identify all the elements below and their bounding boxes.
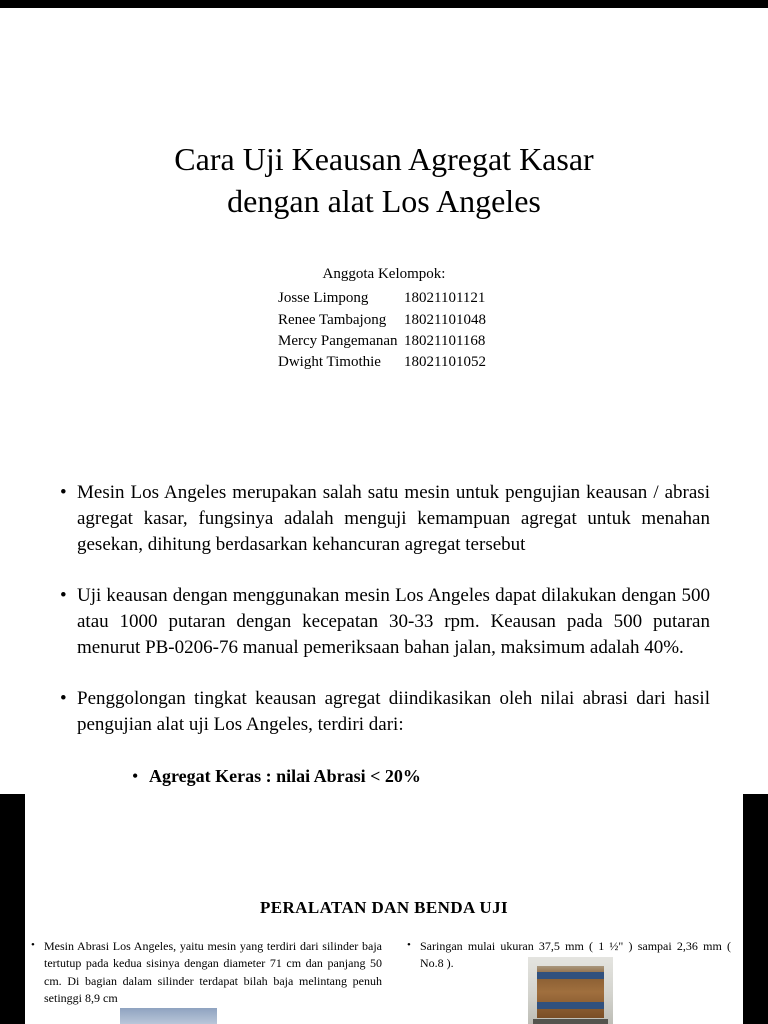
member-id: 18021101048 xyxy=(404,311,486,328)
member-row xyxy=(278,331,490,352)
member-row xyxy=(278,352,490,373)
bullet-item xyxy=(30,938,382,1008)
member-row xyxy=(278,288,490,309)
slide-title xyxy=(0,138,768,222)
members-block xyxy=(278,266,490,373)
sub-bullet-text: Agregat Keras : nilai Abrasi < 20% xyxy=(149,765,421,786)
member-id: 18021101052 xyxy=(404,354,486,371)
machine-drum xyxy=(537,966,604,1018)
member-id: 18021101121 xyxy=(404,290,486,307)
member-row xyxy=(278,310,490,331)
photo-equipment-partial xyxy=(120,1008,217,1024)
bullet-text: Mesin Los Angeles merupakan salah satu mesin untuk pengujian keausan / abrasi agregat kasar, fungsinya adalah menguji kemampuan agregat untuk menahan gesekan, dihitung berdasarkan kehancuran agregat tersebut xyxy=(77,481,710,555)
bullet-item xyxy=(58,686,710,738)
drum-band xyxy=(537,1002,604,1009)
left-column xyxy=(30,938,382,1008)
drum-band xyxy=(537,972,604,979)
bullet-text: Saringan mulai ukuran 37,5 mm ( 1 ½" ) sampai 2,36 mm ( No.8 ). xyxy=(420,939,731,971)
bullet-text: Mesin Abrasi Los Angeles, yaitu mesin yang terdiri dari silinder baja tertutup pada kedua sisinya dengan diameter 71 cm dan panjang 50 cm. Di bagian dalam silinder terdapat bilah baja melintang penuh setinggi 8,9 cm xyxy=(44,939,382,1006)
bullet-item xyxy=(58,583,710,661)
photo-los-angeles-machine xyxy=(528,957,613,1024)
machine-base xyxy=(533,1019,608,1024)
slide-1 xyxy=(0,8,768,794)
bullet-text: Uji keausan dengan menggunakan mesin Los Angeles dapat dilakukan dengan 500 atau 1000 putaran dengan kecepatan 30-33 rpm. Keausan pada 500 putaran menurut PB-0206-76 manual pemeriksaan bahan jalan, maksimum adalah 40%. xyxy=(77,584,710,658)
member-name: Josse Limpong xyxy=(278,290,369,307)
title-line-1: Cara Uji Keausan Agregat Kasar xyxy=(174,141,594,177)
two-column-bullets xyxy=(25,938,743,1008)
member-id: 18021101168 xyxy=(404,333,486,350)
sub-bullet-item xyxy=(132,763,710,790)
bullet-text: Penggolongan tingkat keausan agregat diindikasikan oleh nilai abrasi dari hasil pengujian alat uji Los Angeles, terdiri dari: xyxy=(77,687,710,735)
member-name: Renee Tambajong xyxy=(278,311,387,328)
slide-2 xyxy=(25,794,743,1024)
bullet-list xyxy=(0,480,768,738)
member-name: Mercy Pangemanan xyxy=(278,333,398,350)
bullet-item xyxy=(58,480,710,558)
title-line-2: dengan alat Los Angeles xyxy=(227,183,541,220)
member-name: Dwight Timothie xyxy=(278,354,381,371)
slide2-heading: PERALATAN DAN BENDA UJI xyxy=(259,898,508,917)
members-heading: Anggota Kelompok: xyxy=(322,266,446,283)
